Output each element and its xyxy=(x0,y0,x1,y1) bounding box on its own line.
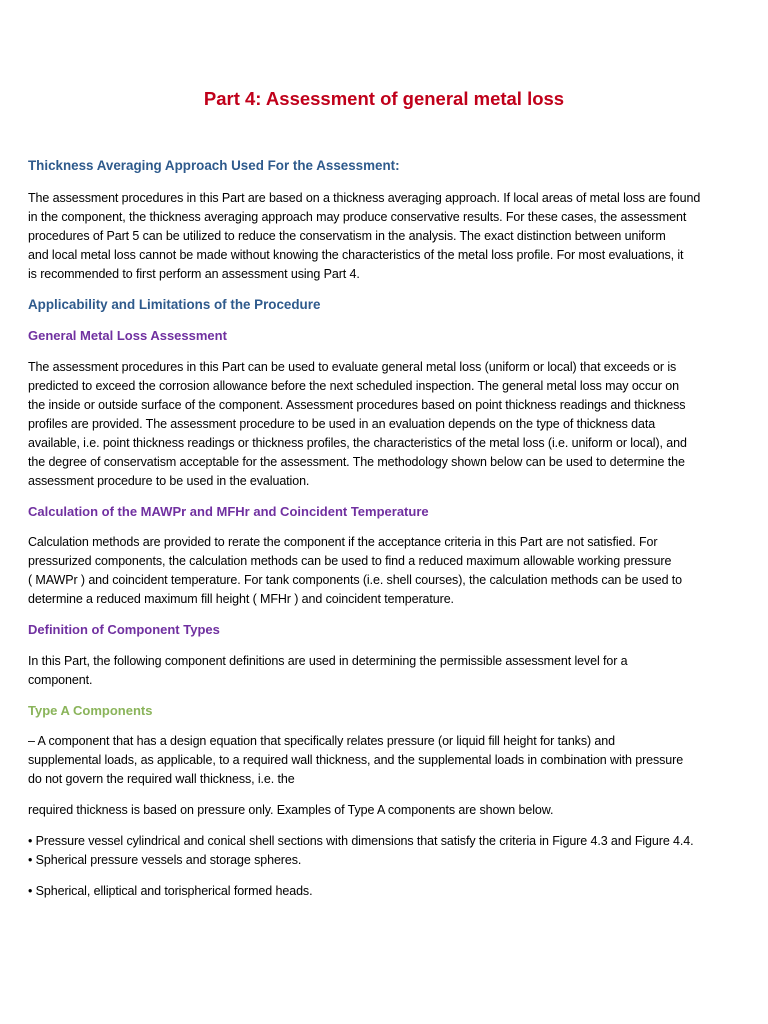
paragraph-line: The assessment procedures in this Part can be used to evaluate general metal loss (uniform or local) that exceeds or is xyxy=(28,360,677,374)
paragraph-line: ( MAWPr ) and coincident temperature. For tank components (i.e. shell courses), the calculation methods can be used to xyxy=(28,573,683,587)
paragraph-required-thickness xyxy=(28,801,744,820)
bullet-item: • Spherical pressure vessels and storage spheres. xyxy=(28,853,302,867)
paragraph-line: procedures of Part 5 can be utilized to reduce the conservatism in the analysis. The exact distinction between uniform xyxy=(28,229,666,243)
paragraph-line: – A component that has a design equation that specifically relates pressure (or liquid fill height for tanks) and xyxy=(28,734,615,748)
paragraph-line: in the component, the thickness averaging approach may produce conservative results. For these cases, the assessment xyxy=(28,210,687,224)
paragraph-line: required thickness is based on pressure only. Examples of Type A components are shown below. xyxy=(28,803,554,817)
bullet-list-1 xyxy=(28,832,744,870)
paragraph-line: pressurized components, the calculation methods can be used to find a reduced maximum allowable working pressure xyxy=(28,554,672,568)
paragraph-line: the degree of conservatism acceptable for the assessment. The methodology shown below can be used to determine the xyxy=(28,455,685,469)
paragraph-line: and local metal loss cannot be made without knowing the characteristics of the metal loss profile. For most evaluations, it xyxy=(28,248,684,262)
paragraph-component-types xyxy=(28,652,744,690)
paragraph-thickness-averaging xyxy=(28,189,744,284)
paragraph-line: In this Part, the following component definitions are used in determining the permissible assessment level for a xyxy=(28,654,628,668)
paragraph-type-a xyxy=(28,732,744,789)
bullet-list-2 xyxy=(28,882,744,901)
bullet-item: • Pressure vessel cylindrical and conical shell sections with dimensions that satisfy the criteria in Figure 4.3 and Figure 4.4. xyxy=(28,834,694,848)
paragraph-general-metal-loss xyxy=(28,358,744,491)
heading-mawpr-mfhr: Calculation of the MAWPr and MFHr and Coincident Temperature xyxy=(28,504,429,519)
paragraph-line: component. xyxy=(28,673,93,687)
paragraph-line: available, i.e. point thickness readings or thickness profiles, the characteristics of the metal loss (i.e. uniform or local), and xyxy=(28,436,687,450)
paragraph-line: do not govern the required wall thickness, i.e. the xyxy=(28,772,295,786)
heading-thickness-averaging: Thickness Averaging Approach Used For the Assessment: xyxy=(28,158,400,173)
paragraph-line: the inside or outside surface of the component. Assessment procedures based on point thickness readings and thickness xyxy=(28,398,686,412)
paragraph-mawpr-mfhr xyxy=(28,533,744,609)
heading-general-metal-loss: General Metal Loss Assessment xyxy=(28,328,227,343)
paragraph-line: Calculation methods are provided to rerate the component if the acceptance criteria in this Part are not satisfied. For xyxy=(28,535,658,549)
paragraph-line: is recommended to first perform an assessment using Part 4. xyxy=(28,267,360,281)
paragraph-line: determine a reduced maximum fill height ( MFHr ) and coincident temperature. xyxy=(28,592,454,606)
paragraph-line: profiles are provided. The assessment procedure to be used in an evaluation depends on the type of thickness data xyxy=(28,417,656,431)
heading-type-a-components: Type A Components xyxy=(28,703,153,718)
page-title: Part 4: Assessment of general metal loss xyxy=(203,88,565,109)
paragraph-line: The assessment procedures in this Part are based on a thickness averaging approach. If local areas of metal loss are found xyxy=(28,191,701,205)
heading-applicability: Applicability and Limitations of the Procedure xyxy=(28,297,321,312)
heading-component-types: Definition of Component Types xyxy=(28,622,220,637)
paragraph-line: supplemental loads, as applicable, to a required wall thickness, and the supplemental loads in combination with pressure xyxy=(28,753,684,767)
paragraph-line: predicted to exceed the corrosion allowance before the next scheduled inspection. The general metal loss may occur on xyxy=(28,379,679,393)
paragraph-line: assessment procedure to be used in the evaluation. xyxy=(28,474,310,488)
bullet-item: • Spherical, elliptical and torispherical formed heads. xyxy=(28,884,313,898)
